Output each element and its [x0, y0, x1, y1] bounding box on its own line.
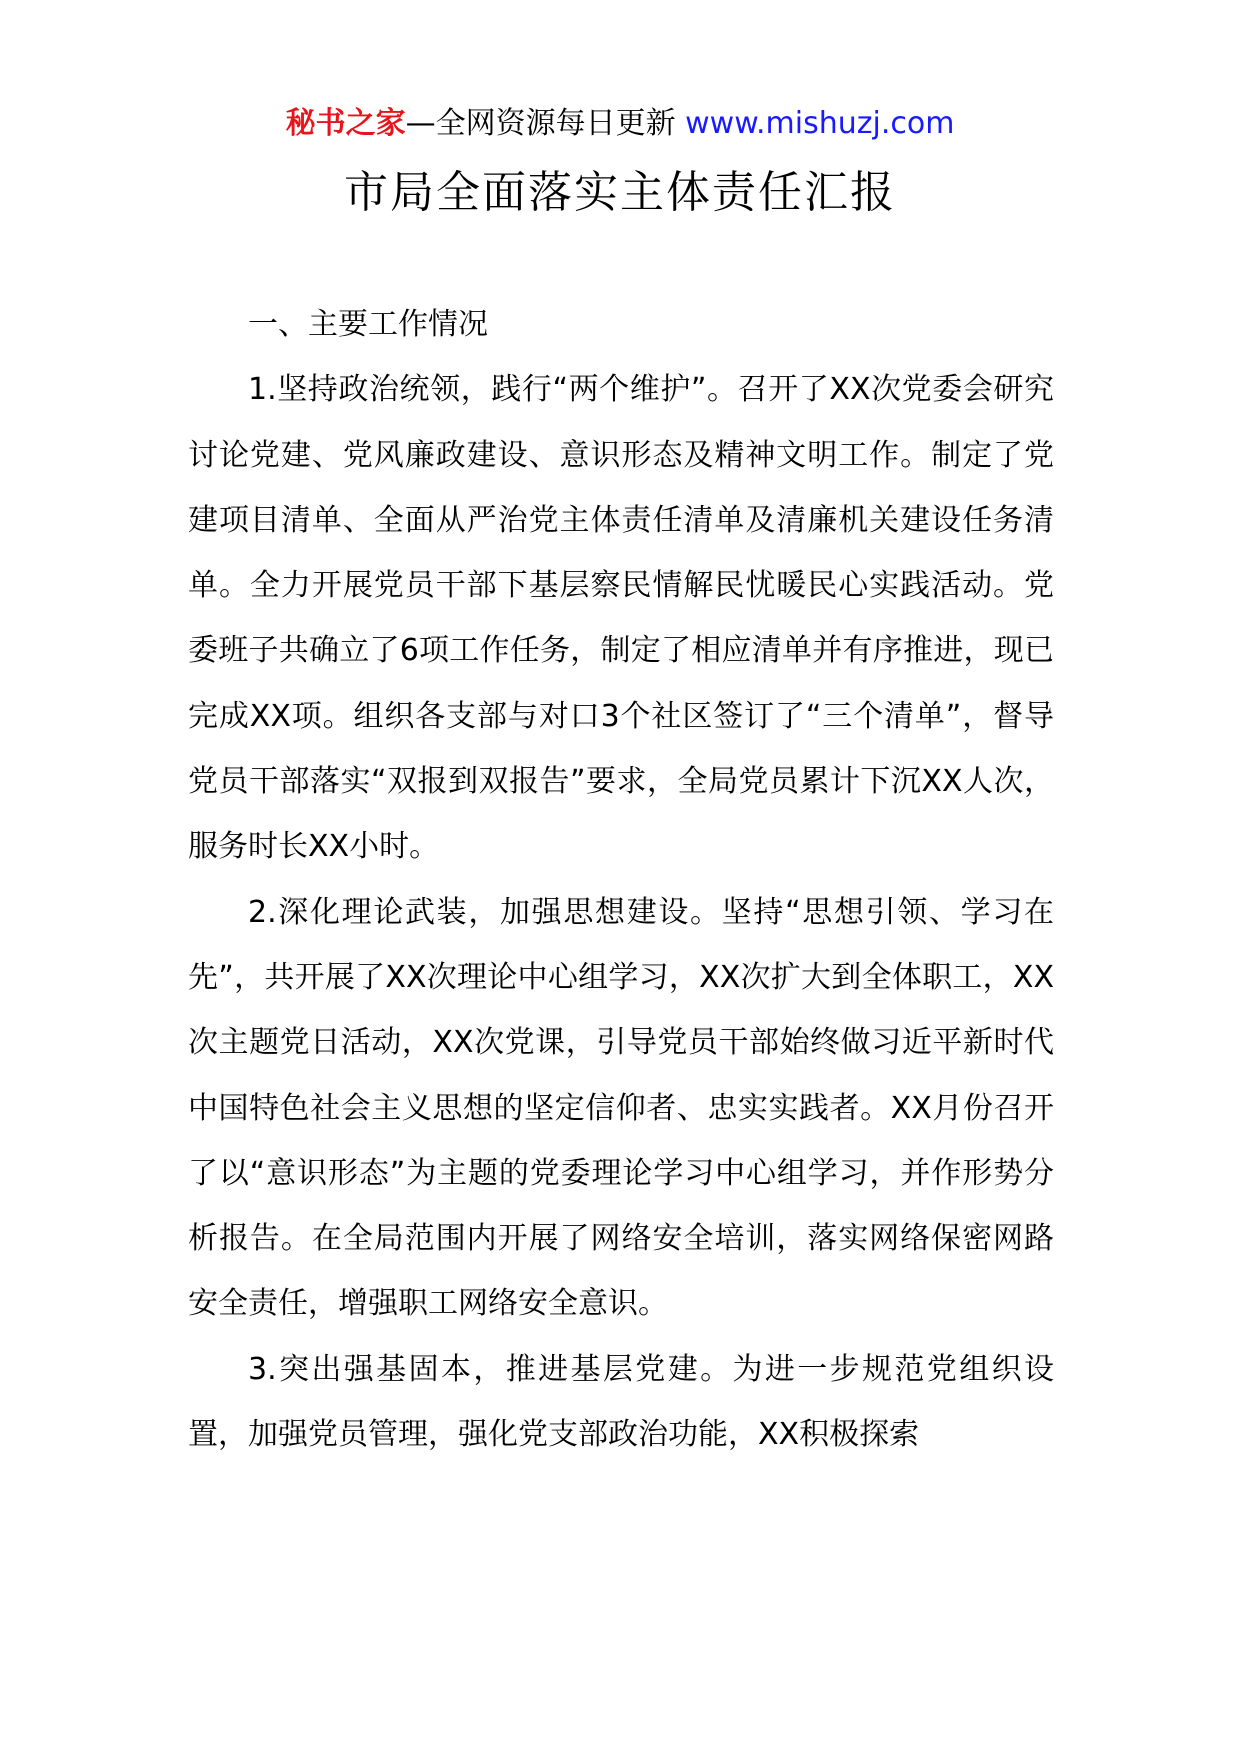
paragraph-1: 1.坚持政治统领，践行“两个维护”。召开了XX次党委会研究讨论党建、党风廉政建设、意识形态及精神文明工作。制定了党建项目清单、全面从严治党主体责任清单及清廉机关建设任务清单。全力开展党员干部下基层察民情解民忧暖民心实践活动。党委班子共确立了6项工作任务，制定了相应清单并有序推进，现已完成XX项。组织各支部与对口3个社区签订了“三个清单”，督导党员干部落实“双报到双报告”要求，全局党员累计下沉XX人次，服务时长XX小时。: [188, 372, 1054, 865]
document-body: [188, 292, 1054, 1467]
section-heading: 一、主要工作情况: [248, 307, 488, 342]
brand-name: 秘书之家: [285, 106, 406, 141]
document-title: 市局全面落实主体责任汇报: [344, 167, 896, 218]
paragraph-3: 3.突出强基固本，推进基层党建。为进一步规范党组织设置，加强党员管理，强化党支部政治功能，XX积极探索: [188, 1351, 1054, 1453]
header-tagline: —全网资源每日更新: [405, 106, 686, 141]
watermark-header: [0, 100, 1240, 148]
site-url-link[interactable]: www.mishuzj.com: [685, 106, 955, 141]
paragraph-2: 2.深化理论武装，加强思想建设。坚持“思想引领、学习在先”，共开展了XX次理论中心组学习，XX次扩大到全体职工，XX次主题党日活动，XX次党课，引导党员干部始终做习近平新时代中国特色社会主义思想的坚定信仰者、忠实实践者。XX月份召开了以“意识形态”为主题的党委理论学习中心组学习，并作形势分析报告。在全局范围内开展了网络安全培训，落实网络保密网路安全责任，增强职工网络安全意识。: [188, 894, 1054, 1322]
